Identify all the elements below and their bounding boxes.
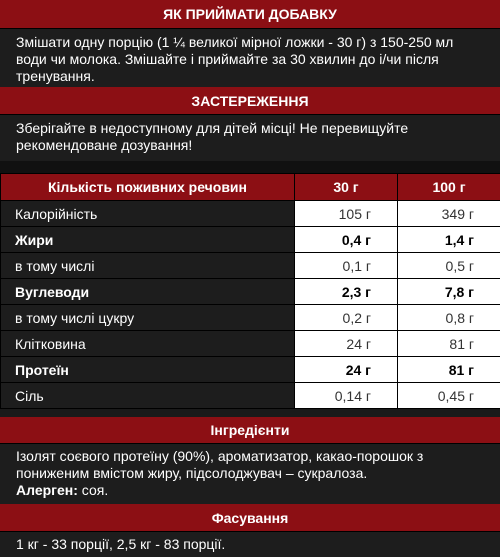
per-100g-column-header: 100 г (398, 174, 500, 201)
ingredients-text-block (0, 444, 500, 504)
nutrition-row (1, 279, 500, 305)
nutrient-label: Калорійність (1, 201, 295, 227)
packaging-header: Фасування (0, 504, 500, 532)
warning-text: Зберігайте в недоступному для дітей місці! Не перевищуйте рекомендоване дозування! (0, 115, 500, 161)
value-per-100g: 81 г (398, 331, 500, 357)
nutrition-table (0, 173, 500, 409)
value-per-30g: 24 г (295, 331, 398, 357)
value-per-100g: 349 г (398, 201, 500, 227)
nutrition-row (1, 201, 500, 227)
nutrition-row (1, 305, 500, 331)
value-per-100g: 0,8 г (398, 305, 500, 331)
value-per-30g: 2,3 г (295, 279, 398, 305)
nutrition-row (1, 331, 500, 357)
nutrient-label: Вуглеводи (1, 279, 295, 305)
value-per-30g: 24 г (295, 357, 398, 383)
value-per-30g: 105 г (295, 201, 398, 227)
allergen-value: соя. (77, 482, 109, 498)
nutrient-label: Сіль (1, 383, 295, 409)
value-per-100g: 7,8 г (398, 279, 500, 305)
nutrition-body (1, 201, 500, 409)
per-30g-column-header: 30 г (295, 174, 398, 201)
value-per-100g: 0,5 г (398, 253, 500, 279)
value-per-30g: 0,14 г (295, 383, 398, 409)
value-per-100g: 1,4 г (398, 227, 500, 253)
nutrient-label: в тому числі (1, 253, 295, 279)
nutrition-row (1, 383, 500, 409)
nutrient-label: в тому числі цукру (1, 305, 295, 331)
usage-header: ЯК ПРИЙМАТИ ДОБАВКУ (0, 0, 500, 29)
value-per-30g: 0,2 г (295, 305, 398, 331)
value-per-30g: 0,1 г (295, 253, 398, 279)
allergen-label: Алерген: (16, 482, 78, 498)
nutrition-header-row (1, 174, 500, 201)
value-per-100g: 0,45 г (398, 383, 500, 409)
section-divider (0, 161, 500, 173)
nutrition-row (1, 357, 500, 383)
nutrition-row (1, 227, 500, 253)
nutrient-column-header: Кількість поживних речовин (1, 174, 295, 201)
usage-text: Змішати одну порцію (1 ¼ великої мірної ложки - 30 г) з 150-250 мл води чи молока. Змішайте і приймайте за 30 хвилин до і/чи після тренування. (0, 29, 500, 87)
nutrient-label: Клітковина (1, 331, 295, 357)
nutrition-row (1, 253, 500, 279)
packaging-text: 1 кг - 33 порції, 2,5 кг - 83 порції. (0, 532, 500, 557)
nutrient-label: Протеїн (1, 357, 295, 383)
ingredients-text: Ізолят соєвого протеїну (90%), ароматизатор, какао-порошок з пониженим вмістом жиру, підсолоджувач – сукралоза. (16, 448, 424, 481)
nutrient-label: Жири (1, 227, 295, 253)
ingredients-header: Інгредієнти (0, 417, 500, 444)
value-per-30g: 0,4 г (295, 227, 398, 253)
value-per-100g: 81 г (398, 357, 500, 383)
warning-header: ЗАСТЕРЕЖЕННЯ (0, 87, 500, 115)
